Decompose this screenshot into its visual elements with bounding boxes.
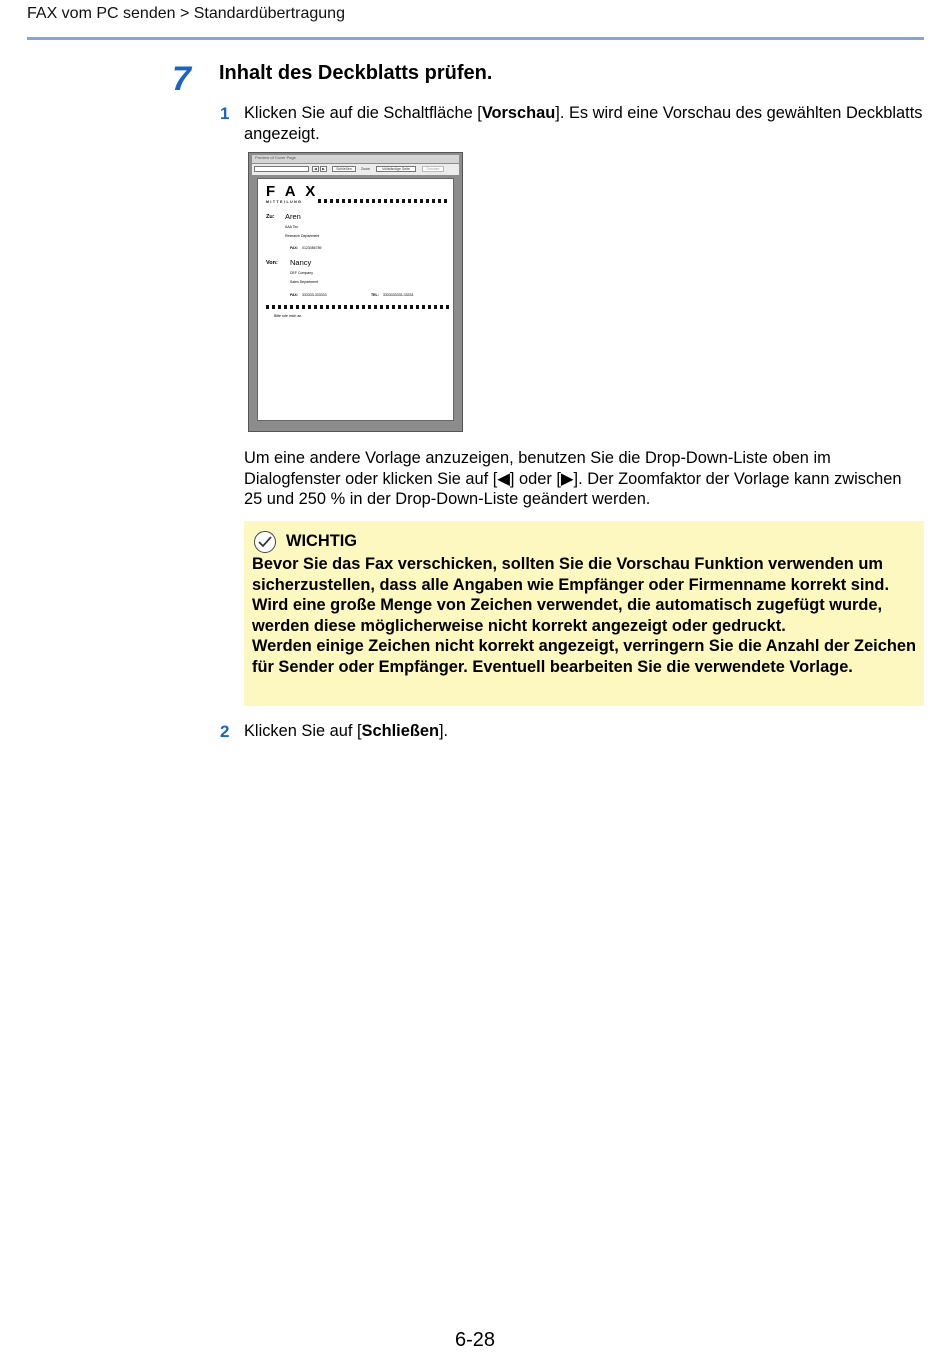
cover-page-preview-screenshot: [248, 152, 463, 432]
close-button[interactable]: Schließen: [332, 166, 356, 172]
checkmark-icon: [254, 531, 276, 553]
from-label: Von:: [266, 260, 278, 266]
to-label: Zu:: [266, 214, 275, 220]
previous-arrow-icon[interactable]: ◀: [312, 166, 319, 172]
fax-logo: F A X: [266, 183, 319, 200]
step-title: Inhalt des Deckblatts prüfen.: [219, 62, 493, 84]
from-company: DEF Company: [290, 271, 313, 275]
decorative-square-row: [318, 199, 450, 203]
from-tel-label: TEL:: [371, 293, 379, 297]
fax-subtitle: MITTEILUNG: [266, 200, 303, 204]
from-tel: 3333333333-33333: [383, 293, 414, 297]
substep-1-text: [244, 103, 924, 144]
print-button[interactable]: Drucken: [422, 166, 444, 172]
important-notice-box: [244, 521, 924, 706]
substep-2-bold: Schließen: [361, 722, 439, 740]
fax-message: Bitte rufe mich an.: [274, 314, 303, 318]
to-fax: 0123456789: [302, 246, 322, 250]
triangle-right-icon: ▶: [560, 469, 574, 488]
zoom-label: Zoom: [361, 167, 370, 171]
from-fax: 333333-333333: [302, 293, 327, 297]
important-line-3: Werden einige Zeichen nicht korrekt angezeigt, verringern Sie die Anzahl der Zeichen für Sender oder Empfänger. Eventuell bearbeiten Sie die verwendete Vorlage.: [252, 637, 916, 676]
substep-1-bold: Vorschau: [481, 104, 556, 122]
para2-part3: ]. Der Zoomfaktor der Vorlage kann zwischen 25 und 250 % in der Drop-Down-Liste geändert werden.: [244, 469, 902, 508]
important-body: [252, 554, 920, 677]
important-line-1: Bevor Sie das Fax verschicken, sollten Sie die Vorschau Funktion verwenden um sicherzustellen, dass alle Angaben wie Empfänger oder Firmenname korrekt sind.: [252, 555, 890, 594]
decorative-square-row: [266, 305, 450, 309]
step-number: 7: [172, 60, 191, 98]
from-department: Sales Department: [290, 280, 319, 284]
template-dropdown[interactable]: [254, 166, 309, 172]
to-fax-label: FAX:: [290, 246, 298, 250]
preview-title: Preview of Cover Page: [255, 155, 296, 160]
important-line-2: Wird eine große Menge von Zeichen verwendet, die automatisch zugefügt wurde, werden diese möglicherweise nicht korrekt angezeigt oder gedruckt.: [252, 596, 883, 635]
substep-2-text-before: Klicken Sie auf [: [244, 722, 362, 740]
para2-part2: ] oder [: [509, 469, 561, 488]
para2-part1: Um eine andere Vorlage anzuzeigen, benutzen Sie die Drop-Down-Liste oben im Dialogfenster oder klicken Sie auf [: [244, 449, 831, 488]
substep-2-text-after: ].: [438, 722, 449, 740]
from-fax-label: FAX:: [290, 293, 298, 297]
breadcrumb: FAX vom PC senden > Standardübertragung: [27, 5, 345, 22]
next-arrow-icon[interactable]: ▶: [320, 166, 327, 172]
preview-page: [257, 178, 454, 421]
preview-toolbar: [252, 164, 459, 175]
from-name: Nancy: [290, 258, 312, 267]
to-name: Aren: [285, 212, 301, 221]
substep-number-2: 2: [220, 722, 230, 741]
template-navigation-text: [244, 448, 924, 510]
substep-number-1: 1: [220, 104, 230, 123]
to-company: AAA Tec: [285, 225, 299, 229]
substep-1-text-after: ]. Es wird eine Vorschau des gewählten Deckblatts angezeigt.: [244, 104, 923, 143]
important-title: WICHTIG: [286, 532, 358, 550]
zoom-dropdown[interactable]: Vollständige Seite: [376, 166, 416, 172]
substep-2-text: [244, 721, 924, 742]
to-department: Research Department: [285, 234, 320, 238]
substep-1-text-before: Klicken Sie auf die Schaltfläche [: [244, 104, 482, 122]
triangle-left-icon: ◀: [497, 469, 510, 488]
header-divider: [27, 37, 924, 40]
preview-titlebar: [252, 155, 459, 163]
page-number: 6-28: [454, 1329, 496, 1351]
